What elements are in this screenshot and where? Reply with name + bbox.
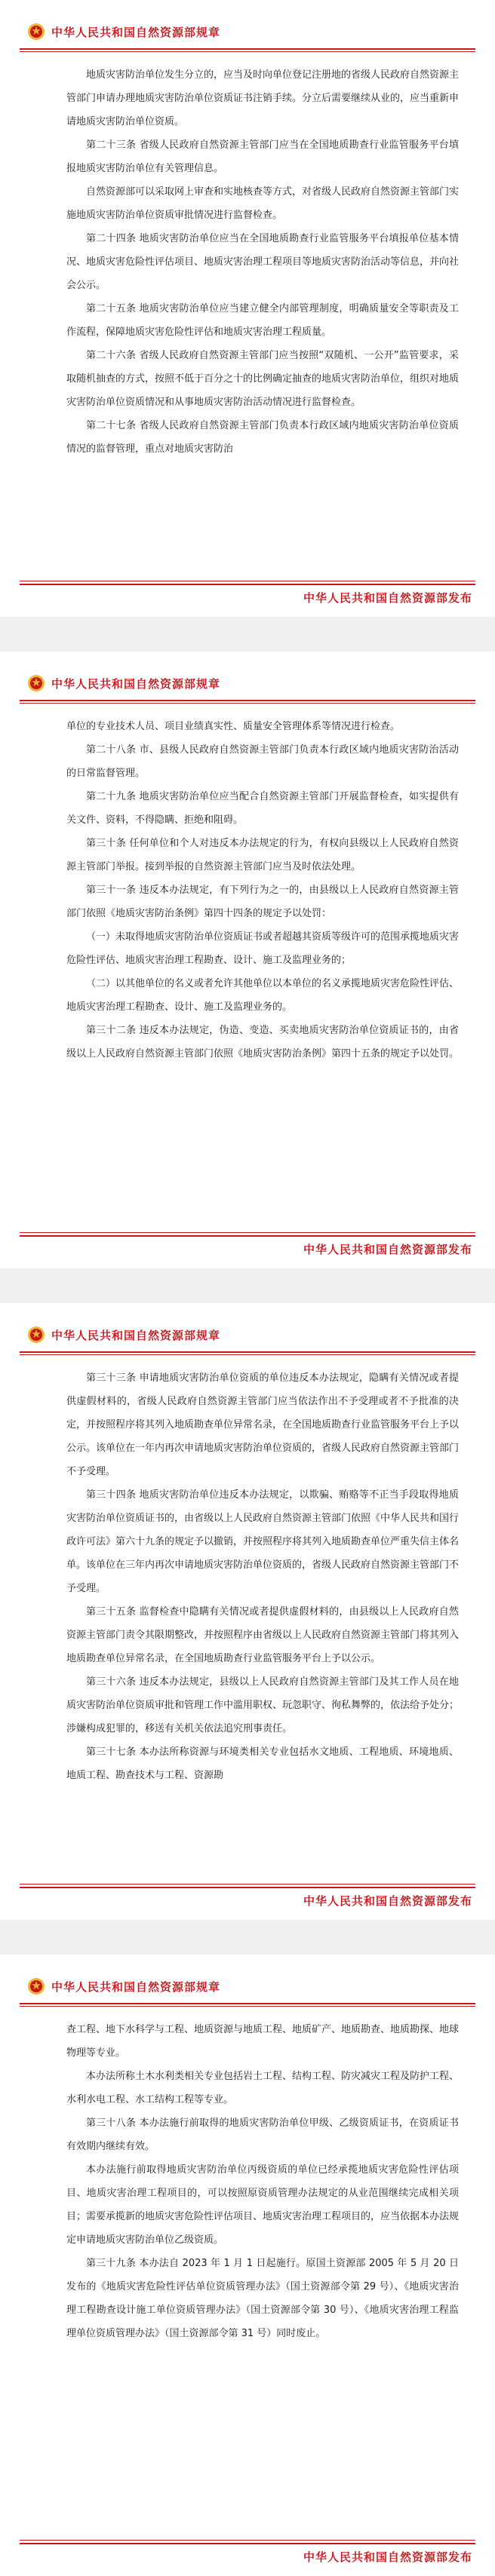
paragraph: 第三十二条 违反本办法规定，伪造、变造、买卖地质灾害防治单位资质证书的，由省级以上人民政府自然资源主管部门依照《地质灾害防治条例》第四十五条的规定予以处罚。 [66, 1025, 460, 1060]
national-emblem-icon [27, 674, 45, 692]
document-page-2 [0, 652, 495, 1268]
paragraph: 第三十六条 违反本办法规定，县级以上人民政府自然资源主管部门及其工作人员在地质灾害防治单位资质审批和管理工作中滥用职权、玩忽职守、徇私舞弊的，依法给予处分；涉嫌构成犯罪的，移送有关机关依法追究刑事责任。 [66, 1676, 460, 1734]
page-body [66, 1366, 459, 1787]
header-rule [20, 700, 475, 701]
page-header [0, 11, 495, 54]
paragraph: 第二十三条 省级人民政府自然资源主管部门应当在全国地质勘查行业监管服务平台填报地质灾害防治单位有关管理信息。 [66, 140, 459, 174]
header-title: 中华人民共和国自然资源部规章 [51, 26, 221, 39]
document-page-1 [0, 0, 495, 617]
paragraph: 第二十八条 市、县级人民政府自然资源主管部门负责本行政区域内地质灾害防治活动的日常监督管理。 [66, 744, 459, 779]
document-page-4 [0, 1955, 495, 2576]
header-rule [20, 1351, 475, 1353]
paragraph: 本办法施行前取得地质灾害防治单位丙级资质的单位已经承揽地质灾害危险性评估项目、地质灾害治理工程项目的，可以按照原资质管理办法规定的从业范围继续完成相关项目；需要承揽新的地质灾害危险性评估项目、地质灾害治理工程项目的，应当依据本办法规定申请地质灾害防治单位乙级资质。 [66, 2164, 460, 2246]
paragraph: 本办法所称土木水利类相关专业包括岩土工程、结构工程、防灾减灾工程及防护工程、水利水电工程、水工结构工程等专业。 [66, 2071, 460, 2105]
page-header [0, 1314, 495, 1357]
national-emblem-icon [27, 1977, 45, 1995]
paragraph: 第三十四条 地质灾害防治单位违反本办法规定，以欺骗、贿赂等不正当手段取得地质灾害防治单位资质证书的，由省级以上人民政府自然资源主管部门依照《中华人民共和国行政许可法》第六十九条的规定予以撤销，并按照程序将其列入地质勘查单位严重失信主体名单。该单位在三年内再次申请地质灾害防治单位资质的，省级人民政府自然资源主管部门不予受理。 [66, 1489, 460, 1594]
paragraph: 第三十条 任何单位和个人对违反本办法规定的行为，有权向县级以上人民政府自然资源主管部门举报。接到举报的自然资源主管部门应当及时依法处理。 [66, 838, 459, 872]
header-title: 中华人民共和国自然资源部规章 [51, 677, 221, 691]
national-emblem-icon [27, 1326, 45, 1344]
paragraph: （一）未取得地质灾害防治单位资质证书或者超越其资质等级许可的范围承揽地质灾害危险性评估、地质灾害治理工程勘查、设计、施工及监理业务的； [66, 931, 460, 966]
paragraph: （二）以其他单位的名义或者允许其他单位以本单位的名义承揽地质灾害危险性评估、地质灾害治理工程勘查、设计、施工及监理业务的。 [66, 978, 460, 1013]
footer-rule-thin [20, 1232, 475, 1233]
header-title: 中华人民共和国自然资源部规章 [51, 1980, 221, 1994]
paragraph: 单位的专业技术人员、项目业绩真实性、质量安全管理体系等情况进行检查。 [66, 721, 401, 732]
paragraph: 第三十九条 本办法自 2023 年 1 月 1 日起施行。原国土资源部 2005 年 5 月 20 日发布的《地质灾害危险性评估单位资质管理办法》（国土资源部令第 29 号）、《地质灾害治理工程勘查设计施工单位资质管理办法》（国土资源部令第 30 号）、《地质灾害治理工程监理单位资质管理办法》（国土资源部令第 31 号）同时废止。 [66, 2258, 459, 2339]
page-body [66, 2018, 459, 2345]
paragraph: 第三十一条 违反本办法规定，有下列行为之一的，由县级以上人民政府自然资源主管部门依照《地质灾害防治条例》第四十四条的规定予以处罚： [66, 885, 459, 919]
paragraph: 自然资源部可以采取网上审查和实地核查等方式，对省级人民政府自然资源主管部门实施地质灾害防治单位资质审批情况进行监督检查。 [66, 186, 460, 221]
header-rule-thin [20, 51, 475, 52]
footer-rule-thin [20, 2540, 475, 2541]
paragraph: 第三十八条 本办法施行前取得的地质灾害防治单位甲级、乙级资质证书，在资质证书有效期内继续有效。 [66, 2118, 459, 2152]
national-emblem-icon [27, 23, 45, 41]
header-title: 中华人民共和国自然资源部规章 [51, 1329, 221, 1342]
paragraph: 第二十七条 省级人民政府自然资源主管部门负责本行政区域内地质灾害防治单位资质情况的监督管理，重点对地质灾害防治 [66, 420, 459, 455]
paragraph: 第二十四条 地质灾害防治单位应当在全国地质勘查行业监管服务平台填报单位基本情况、地质灾害危险性评估项目、地质灾害治理工程项目等地质灾害防治活动等信息，并向社会公示。 [66, 233, 460, 291]
footer-publisher: 中华人民共和国自然资源部发布 [303, 1894, 472, 1908]
header-rule-thin [20, 703, 475, 704]
header-rule-thin [20, 2006, 475, 2007]
header-rule [20, 2003, 475, 2004]
header-rule-thin [20, 1354, 475, 1355]
paragraph: 第三十五条 监督检查中隐瞒有关情况或者提供虚假材料的，由县级以上人民政府自然资源主管部门责令其限期整改，并按照程序由省级以上人民政府自然资源主管部门将其列入地质勘查单位异常名录，在全国地质勘查行业监管服务平台上予以公示。 [66, 1606, 460, 1664]
paragraph: 地质灾害防治单位发生分立的，应当及时向单位登记注册地的省级人民政府自然资源主管部门申请办理地质灾害防治单位资质证书注销手续。分立后需要继续从业的，应当重新申请地质灾害防治单位资质。 [66, 69, 460, 127]
paragraph: 第二十六条 省级人民政府自然资源主管部门应当按照“双随机、一公开”监管要求，采取随机抽查的方式，按照不低于百分之十的比例确定抽查的地质灾害防治单位，组织对地质灾害防治单位资质情况和从事地质灾害防治活动情况进行监督检查。 [66, 350, 460, 408]
paragraph: 第三十三条 申请地质灾害防治单位资质的单位违反本办法规定，隐瞒有关情况或者提供虚假材料的，省级人民政府自然资源主管部门应当依法作出不予受理或者不予批准的决定，并按照程序将其列入地质勘查单位异常名录，在全国地质勘查行业监管服务平台上予以公示。该单位在一年内再次申请地质灾害防治单位资质的，省级人民政府自然资源主管部门不予受理。 [66, 1372, 460, 1477]
footer-rule [20, 1235, 475, 1237]
footer-publisher: 中华人民共和国自然资源部发布 [303, 1243, 472, 1256]
paragraph: 第二十九条 地质灾害防治单位应当配合自然资源主管部门开展监督检查，如实提供有关文件、资料，不得隐瞒、拒绝和阻碍。 [66, 791, 459, 826]
paragraph: 查工程、地下水科学与工程、地质资源与地质工程、地质矿产、地质勘查、地质勘探、地球物理等专业。 [66, 2024, 460, 2059]
footer-rule [20, 1887, 475, 1888]
footer-rule [20, 2543, 475, 2544]
page-body [66, 715, 459, 1066]
page-body [66, 63, 459, 461]
footer-publisher: 中华人民共和国自然资源部发布 [303, 591, 472, 605]
document-page-3 [0, 1303, 495, 1920]
paragraph: 第三十七条 本办法所称资源与环境类相关专业包括水文地质、工程地质、环境地质、地质工程、勘查技术与工程、资源勘 [66, 1746, 459, 1781]
footer-publisher: 中华人民共和国自然资源部发布 [303, 2550, 472, 2564]
page-header [0, 662, 495, 706]
page-header [0, 1965, 495, 2009]
paragraph: 第二十五条 地质灾害防治单位应当建立健全内部管理制度，明确质量安全等职责及工作流程，保障地质灾害危险性评估和地质灾害治理工程质量。 [66, 303, 459, 338]
footer-rule [20, 584, 475, 585]
header-rule [20, 48, 475, 50]
